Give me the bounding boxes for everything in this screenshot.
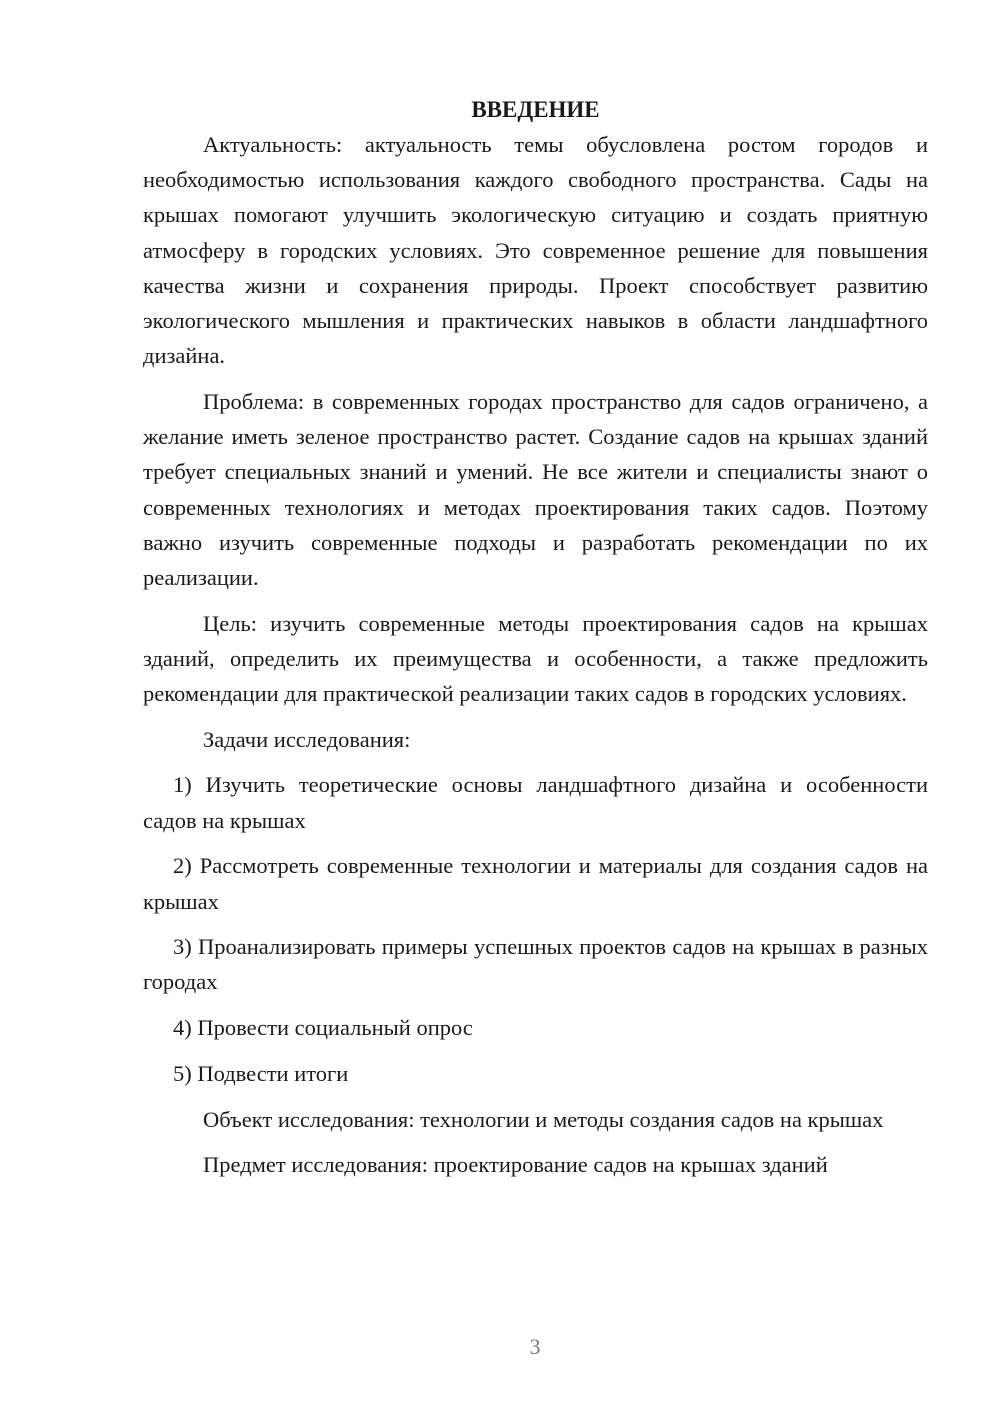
section-heading: ВВЕДЕНИЕ — [471, 97, 600, 122]
task-item-5: 5) Подвести итоги — [173, 1060, 349, 1086]
task-item-3: 3) Проанализировать примеры успешных проектов садов на крышах в разных городах — [143, 934, 928, 995]
task-item-4: 4) Провести социальный опрос — [173, 1015, 473, 1041]
document-page — [143, 92, 928, 1193]
paragraph-object: Объект исследования: технологии и методы создания садов на крышах — [203, 1106, 884, 1132]
paragraph-subject: Предмет исследования: проектирование садов на крышах зданий — [203, 1152, 828, 1178]
paragraph-tasks-intro: Задачи исследования: — [203, 726, 411, 752]
paragraph-problem: Проблема: в современных городах пространство для садов ограничено, а желание иметь зеленое пространство растет. Создание садов на крышах зданий требует специальных знаний и умений. Не все жители и специалисты знают о современных технологиях и методах проектирования таких садов. Поэтому важно изучить современные подходы и разработать рекомендации по их реализации. — [143, 388, 928, 590]
task-item-2: 2) Рассмотреть современные технологии и материалы для создания садов на крышах — [143, 853, 928, 914]
page-number: 3 — [529, 1334, 541, 1359]
paragraph-goal: Цель: изучить современные методы проектирования садов на крышах зданий, определить их преимущества и особенности, а также предложить рекомендации для практической реализации таких садов в городских условиях. — [143, 610, 928, 707]
paragraph-relevance: Актуальность: актуальность темы обусловлена ростом городов и необходимостью использования каждого свободного пространства. Сады на крышах помогают улучшить экологическую ситуацию и создать приятную атмосферу в городских условиях. Это современное решение для повышения качества жизни и сохранения природы. Проект способствует развитию экологического мышления и практических навыков в области ландшафтного дизайна. — [143, 132, 928, 369]
task-item-1: 1) Изучить теоретические основы ландшафтного дизайна и особенности садов на крышах — [143, 772, 928, 833]
